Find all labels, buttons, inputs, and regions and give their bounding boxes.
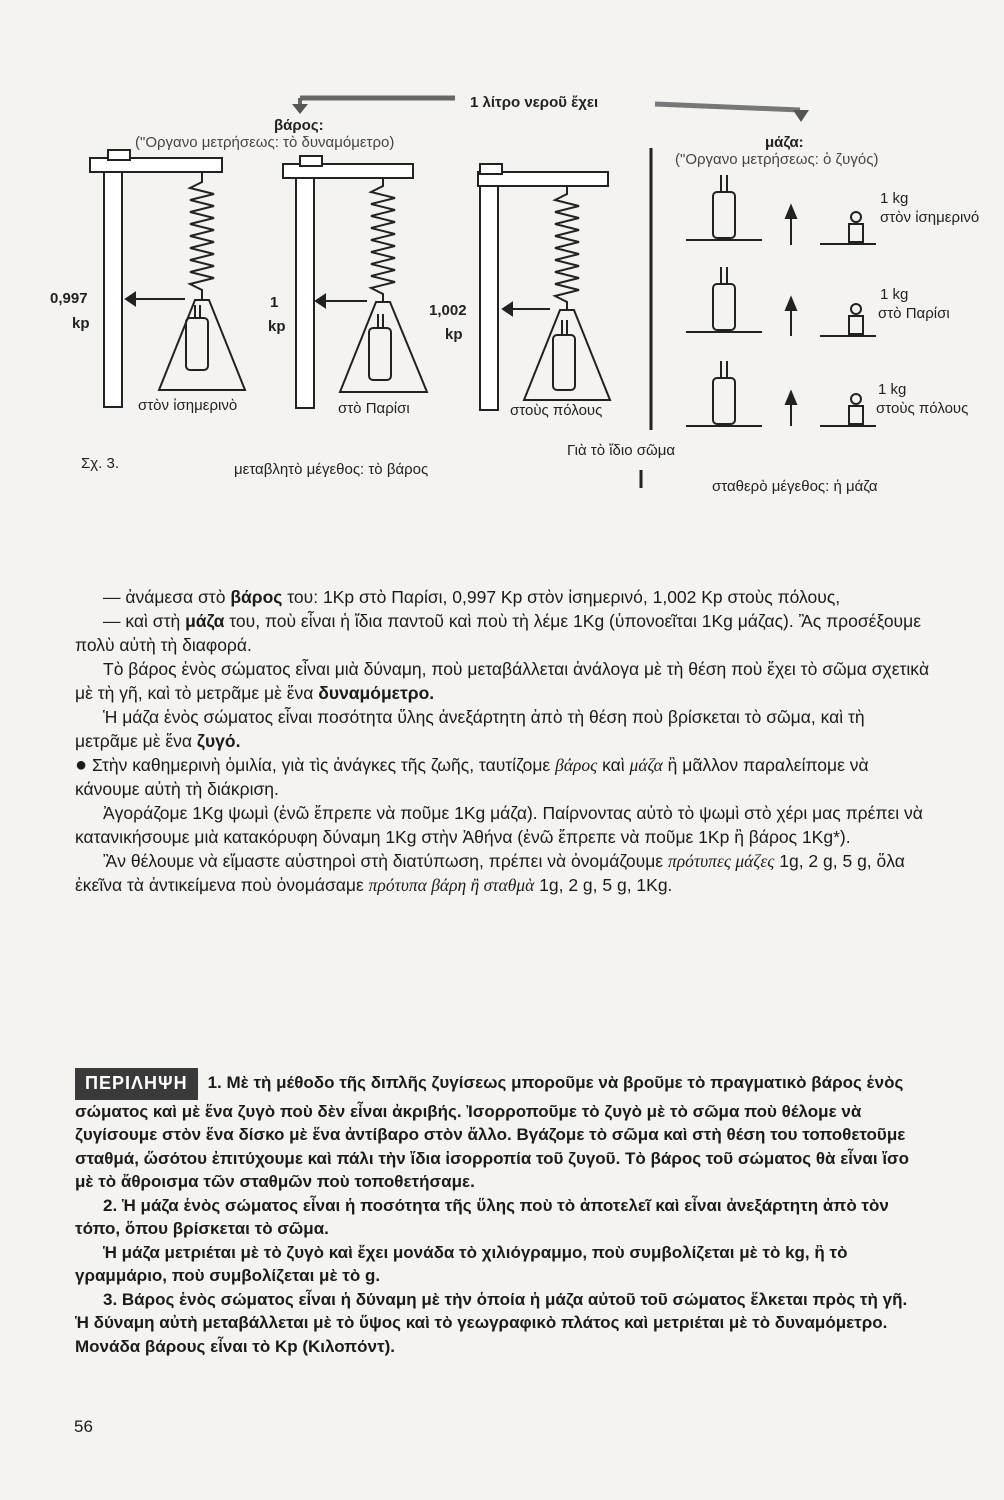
figure-number: Σχ. 3. xyxy=(81,455,119,472)
paragraph-bread: Ἀγοράζομε 1Kg ψωμὶ (ἐνῶ ἔπρεπε νὰ ποῦμε 1Kg μάζα). Παίρνοντας αὐτὸ τὸ ψωμὶ στὸ χέρι μας πρέπει νὰ κατανικήσουμε μιὰ κατακόρυφη δύναμη 1Kg στὴν Ἀθήνα (ἐνῶ ἔπρεπε νὰ ποῦμε 1Kp ἢ βάρος 1Kg*). xyxy=(75,803,923,847)
balance-place-equator: στὸν ἰσημερινό xyxy=(880,209,980,226)
summary-point-2: 2. Ἡ μάζα ἑνὸς σώματος εἶναι ἡ ποσότητα τῆς ὕλης ποὺ τὸ ἀποτελεῖ καὶ εἶναι ἀνεξάρτητη ἀπὸ τὸν τόπο, ὅπου βρίσκεται τὸ σῶμα. xyxy=(75,1195,889,1238)
summary-point-2b: Ἡ μάζα μετριέται μὲ τὸ ζυγὸ καὶ ἔχει μονάδα τὸ χιλιόγραμμο, ποὺ συμβολίζεται μὲ τὸ kg, ἢ τὸ γραμμάριο, ποὺ συμβολίζεται μὲ τὸ g. xyxy=(75,1242,848,1285)
same-body-label: Γιὰ τὸ ἴδιο σῶμα xyxy=(567,442,676,459)
reading-unit-paris: kp xyxy=(268,318,286,335)
reading-value-paris: 1 xyxy=(270,294,279,311)
summary-section xyxy=(75,1068,915,1358)
bullet-icon: ● xyxy=(75,754,88,776)
balance-mass-paris: 1 kg xyxy=(880,286,909,303)
balance-mass-equator: 1 kg xyxy=(880,190,909,207)
spring-scale-equator xyxy=(90,150,245,407)
balance-equator xyxy=(686,175,876,245)
paragraph-mass: — καὶ στὴ μάζα του, ποὺ εἶναι ἡ ἴδια παντοῦ καὶ ποὺ τὴ λέμε 1Kg (ὑπονοεῖται 1Kg μάζας). Ἂς προσέξουμε πολὺ αὐτὴ τὴ διαφορά. xyxy=(75,611,922,655)
paragraph-weight-definition: Τὸ βάρος ἑνὸς σώματος εἶναι μιὰ δύναμη, ποὺ μεταβάλλεται ἀνάλογα μὲ τὴ θέση ποὺ ἔχει τὸ σῶμα σχετικὰ μὲ τὴ γῆ, καὶ τὸ μετρᾶμε μὲ ἕνα δυναμόμετρο. xyxy=(75,659,930,703)
summary-point-3: 3. Βάρος ἑνὸς σώματος εἶναι ἡ δύναμη μὲ τὴν ὁποία ἡ μάζα αὐτοῦ τοῦ σώματος ἕλκεται πρὸς τὴ γῆ. Ἡ δύναμη αὐτὴ μεταβάλλεται μὲ τὸ ὕψος καὶ τὸ γεωγραφικὸ πλάτος καὶ μετριέται μὲ τὸ δυναμόμετρο. Μονάδα βάρους εἶναι τὸ Kp (Κιλοπόντ). xyxy=(75,1289,908,1356)
balance-poles xyxy=(686,361,876,426)
spring-scale-poles xyxy=(478,164,610,410)
main-text xyxy=(75,585,930,897)
paragraph-mass-definition: Ἡ μάζα ἑνὸς σώματος εἶναι ποσότητα ὕλης ἀνεξάρτητη ἀπὸ τὴ θέση ποὺ βρίσκεται τὸ σῶμα, καὶ τὴ μετρᾶμε μὲ ἕνα ζυγό. xyxy=(75,707,865,751)
constant-label: σταθερὸ μέγεθος: ἡ μάζα xyxy=(712,478,878,495)
reading-place-paris: στὸ Παρίσι xyxy=(338,400,410,417)
balance-place-paris: στὸ Παρίσι xyxy=(878,305,950,322)
reading-unit-equator: kp xyxy=(72,315,90,332)
weight-heading: βάρος: xyxy=(274,117,324,134)
summary-point-1: ΠΕΡΙΛΗΨΗ 1. Μὲ τὴ μέθοδο τῆς διπλῆς ζυγίσεως μποροῦμε νὰ βροῦμε τὸ πραγματικὸ βάρος ἑνὸς σώματος καὶ μὲ ἕνα ζυγὸ ποὺ δὲν εἶναι ἀκριβής. Ἰσορροποῦμε τὸ ζυγὸ μὲ τὸ σῶμα ποὺ θέλομε νὰ ζυγίσουμε στὸν ἕνα δίσκο μὲ ἕνα ἀντίβαρο στὸν ἄλλο. Βγάζομε τὸ σῶμα καὶ στὴ θέση του τοποθετοῦμε σταθμά, ὥσότου ἐπιτύχουμε καὶ πάλι τὴν ἴδια ἰσορροπία τοῦ ζυγοῦ. Τὸ βάρος τοῦ σώματος θὰ εἶναι ἴσο μὲ τὸ ἄθροισμα τῶν σταθμῶν ποὺ τοποθετήσαμε. xyxy=(75,1068,915,1194)
reading-place-equator: στὸν ἰσημερινὸ xyxy=(138,397,238,414)
balance-place-poles: στοὺς πόλους xyxy=(876,400,969,417)
paragraph-standards: Ἂν θέλουμε νὰ εἴμαστε αὐστηροὶ στὴ διατύπωση, πρέπει νὰ ὀνομάζουμε πρότυπες μάζες 1g, 2 g, 5 g, ὅλα ἐκεῖνα τὰ ἀντικείμενα ποὺ ὀνομάσαμε πρότυπα βάρη ἢ σταθμὰ 1g, 2 g, 5 g, 1Kg. xyxy=(75,851,905,895)
paragraph-everyday: ● Στὴν καθημερινὴ ὁμιλία, γιὰ τὶς ἀνάγκες τῆς ζωῆς, ταυτίζομε βάρος καὶ μάζα ἢ μᾶλλον παραλείπομε νὰ κάνουμε αὐτὴ τὴ διάκριση. xyxy=(75,754,869,799)
reading-unit-poles: kp xyxy=(445,326,463,343)
spring-scale-paris xyxy=(283,156,427,408)
mass-heading: μάζα: xyxy=(765,134,804,151)
reading-value-poles: 1,002 xyxy=(429,302,467,319)
summary-badge: ΠΕΡΙΛΗΨΗ xyxy=(75,1068,198,1100)
page-number: 56 xyxy=(74,1417,93,1436)
paragraph-weight: — ἀνάμεσα στὸ βάρος του: 1Kp στὸ Παρίσι, 0,997 Kp στὸν ἰσημερινό, 1,002 Kp στοὺς πόλους, xyxy=(103,587,841,607)
variable-label: μεταβλητὸ μέγεθος: τὸ βάρος xyxy=(234,461,429,478)
reading-value-equator: 0,997 xyxy=(50,290,88,307)
balance-mass-poles: 1 kg xyxy=(878,381,907,398)
reading-place-poles: στοὺς πόλους xyxy=(510,402,603,419)
balance-paris xyxy=(686,267,876,336)
mass-instrument: ("Οργανο μετρήσεως: ὁ ζυγός) xyxy=(675,151,879,168)
weight-instrument: ("Οργανο μετρήσεως: τὸ δυναμόμετρο) xyxy=(135,134,395,151)
top-caption: 1 λίτρο νεροῦ ἔχει xyxy=(470,94,599,111)
weight-mass-figure xyxy=(0,0,1004,520)
